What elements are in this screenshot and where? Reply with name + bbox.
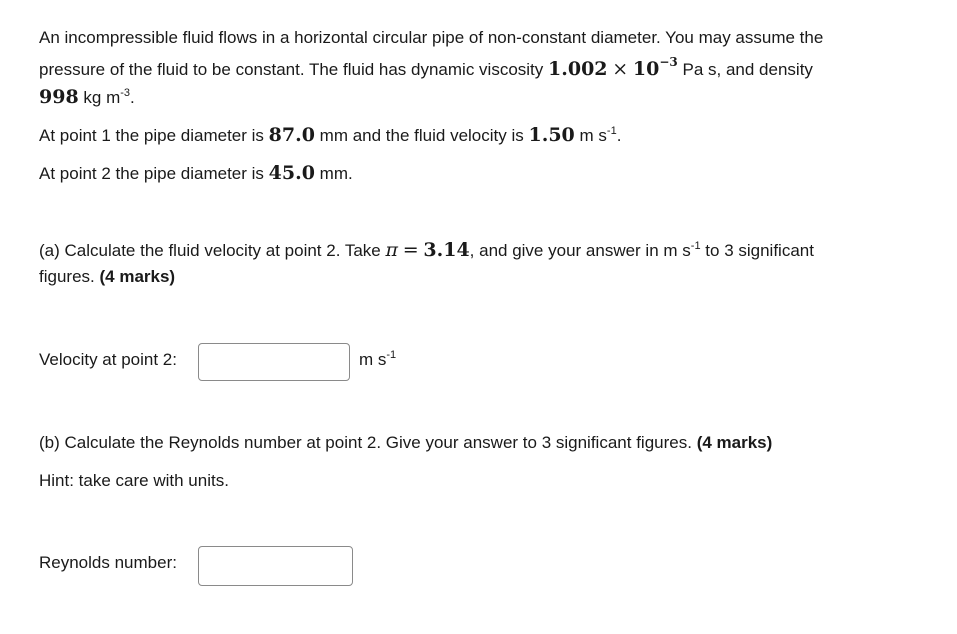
reynolds-answer-input[interactable] (198, 546, 353, 586)
times-symbol: × (612, 58, 629, 80)
velocity-answer-unit: m $s^{-1}$ (359, 349, 397, 369)
point-1-statement: At point 1 the pipe diameter is 87.0 mm and the fluid velocity is 1.50 m $s^{-1}$. (39, 124, 622, 146)
viscosity-exponent: −3 (659, 55, 678, 69)
point-2-diameter: 45.0 (268, 162, 315, 184)
point-1-velocity: 1.50 (528, 124, 575, 146)
intro-line-1: An incompressible fluid flows in a horizontal circular pipe of non-constant diameter. You may assume the (39, 28, 824, 47)
part-a-marks: (4 marks) (99, 267, 176, 286)
viscosity-unit: Pa s, and density (682, 60, 813, 79)
part-b-question: (b) Calculate the Reynolds number at point 2. Give your answer to 3 significant figures. (4 marks) (39, 433, 773, 452)
velocity-answer-label: Velocity at point 2: (39, 350, 177, 369)
viscosity-base: 10 (632, 58, 660, 80)
part-b-hint: Hint: take care with units. (39, 471, 229, 490)
velocity-answer-input[interactable] (198, 343, 350, 381)
part-a-question-line-1: (a) Calculate the fluid velocity at point 2. Take π = 3.14, and give your answer in m $s^{-1}$ to 3 significant (39, 239, 814, 261)
point-2-statement: At point 2 the pipe diameter is 45.0 mm. (39, 162, 353, 184)
pi-value: 3.14 (423, 239, 470, 261)
intro-line-3: 998 kg $m^{-3}$. (39, 86, 135, 108)
viscosity-mantissa: 1.002 (548, 58, 608, 80)
point-1-diameter: 87.0 (268, 124, 315, 146)
part-b-marks: (4 marks) (696, 433, 773, 452)
density-value: 998 (39, 86, 79, 108)
pi-symbol: π (385, 239, 398, 261)
intro-line-2: pressure of the fluid to be constant. The fluid has dynamic viscosity $1.002 \times 10^{-3}$ Pa s, and density (39, 55, 813, 80)
reynolds-answer-label: Reynolds number: (39, 553, 177, 572)
part-a-question-line-2: figures. (4 marks) (39, 267, 176, 286)
